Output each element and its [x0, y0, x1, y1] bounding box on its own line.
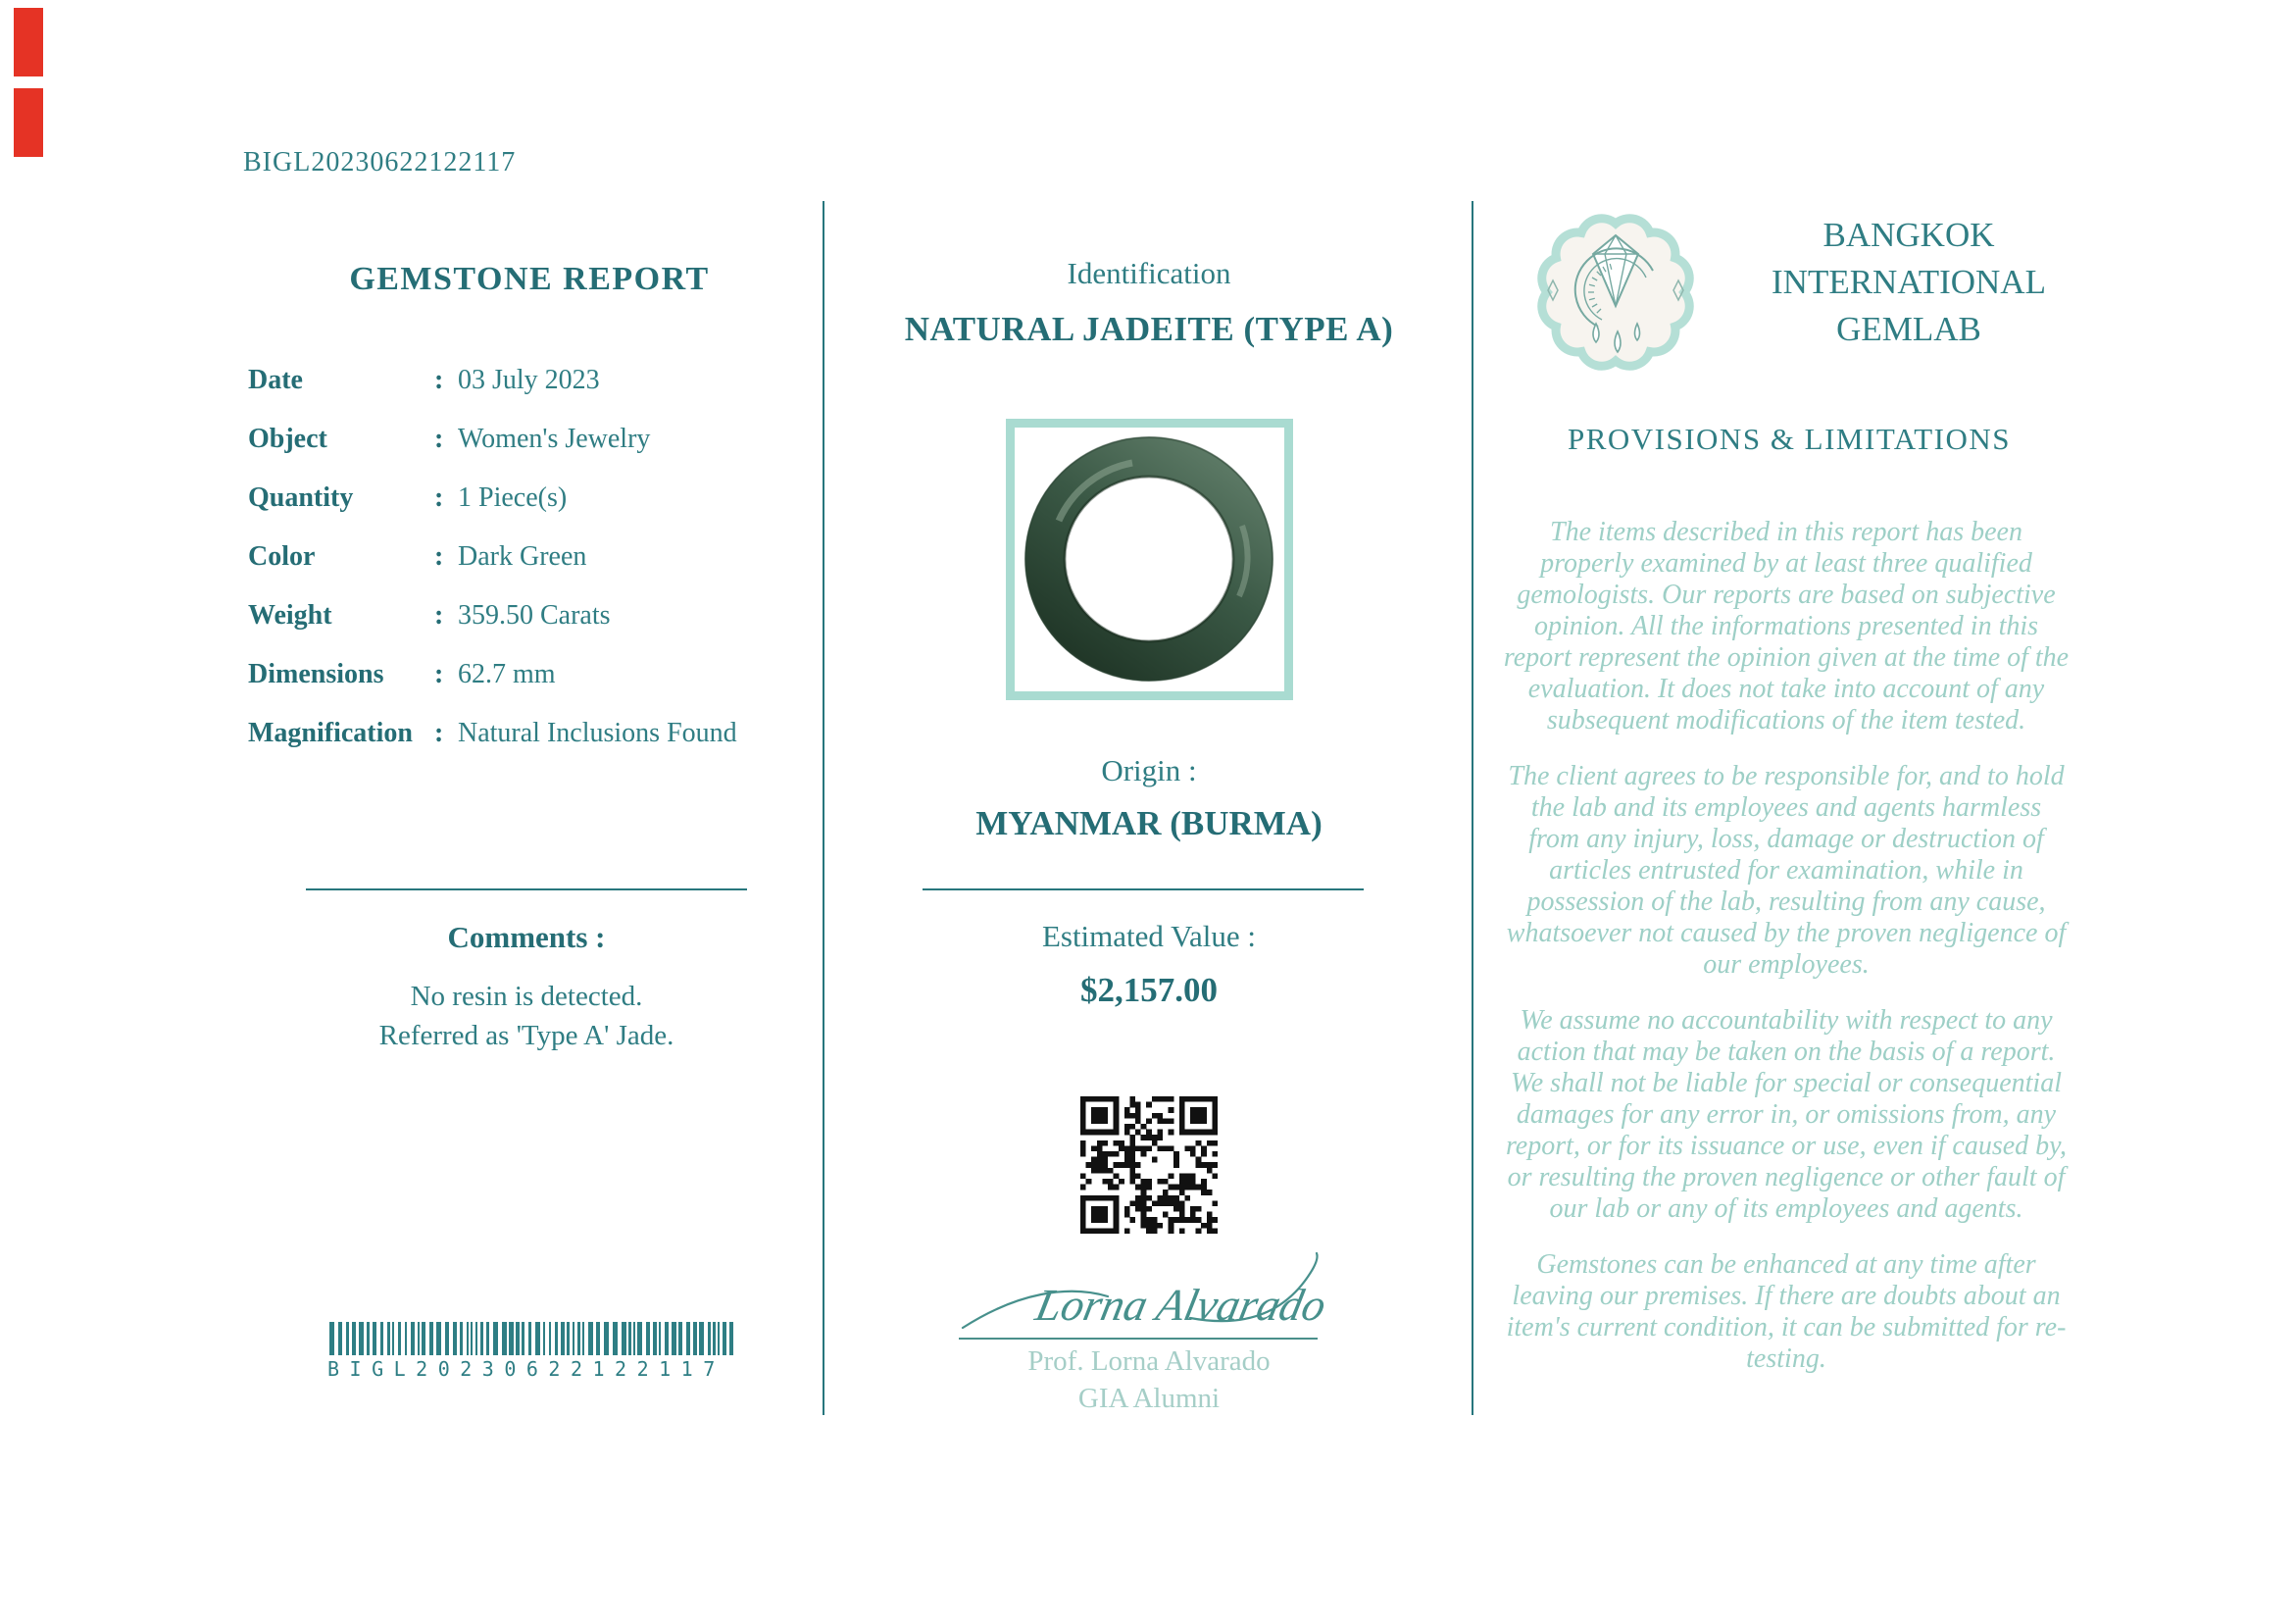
provision-paragraph: The client agrees to be responsible for, and to hold the lab and its employees and agents harmless from any injury, loss, damage or destruction of articles entrusted for examination, while in possession of the lab, resulting from any cause, whatsoever not caused by the proven negligence of our employees. [1506, 761, 2067, 980]
detail-colon: : [434, 365, 444, 395]
signer-name: Prof. Lorna Alvarado [1027, 1345, 1271, 1377]
value-divider [923, 888, 1364, 890]
detail-label: Weight [248, 600, 332, 631]
provision-paragraph: The items described in this report has been properly examined by at least three qualified gemologists. Our reports are based on subjective opinion. All the informations presented in this report represent the opinion given at the time of the evaluation. It does not take into account of any subsequent modifications of the item tested. [1503, 517, 2070, 735]
provision-paragraph: We assume no accountability with respect to any action that may be taken on the basis of a report. We shall not be liable for special or consequential damages for any error in, or omissions from, any report, or for its issuance or use, even if caused by, or resulting the proven negligence or other fault of our lab or any of its employees and agents. [1505, 1005, 2068, 1224]
detail-value: Natural Inclusions Found [458, 718, 737, 748]
estimated-value-label: Estimated Value : [1041, 919, 1257, 953]
origin-value: MYANMAR (BURMA) [975, 804, 1323, 842]
detail-colon: : [434, 718, 444, 748]
detail-row [248, 365, 768, 424]
barcode-bars [329, 1322, 733, 1355]
detail-value: 03 July 2023 [458, 365, 600, 395]
comments-text [257, 977, 796, 1055]
detail-value: Women's Jewelry [458, 424, 651, 454]
lab-name-line: GEMLAB [1836, 310, 1981, 348]
detail-label: Date [248, 365, 303, 395]
detail-colon: : [434, 424, 444, 454]
report-number: BIGL20230622122117 [243, 147, 517, 177]
signature-name: Lorna Alvarado [1030, 1281, 1330, 1331]
detail-value: Dark Green [458, 541, 587, 572]
detail-value: 359.50 Carats [458, 600, 611, 631]
provision-paragraph: Gemstones can be enhanced at any time after leaving our premises. If there are doubts about an item's current condition, it can be submitted for re-testing. [1506, 1249, 2067, 1374]
detail-row [248, 718, 768, 777]
details-table [248, 365, 768, 777]
signature [959, 1247, 1337, 1342]
detail-label: Color [248, 541, 316, 572]
detail-colon: : [434, 659, 444, 689]
detail-label: Object [248, 424, 327, 454]
comment-line: Referred as 'Type A' Jade. [378, 1020, 674, 1051]
identification-heading: Identification [1067, 256, 1231, 290]
detail-value: 1 Piece(s) [458, 482, 568, 513]
page-title: GEMSTONE REPORT [349, 261, 710, 297]
jade-bangle-photo [1015, 428, 1284, 691]
signer-credential: GIA Alumni [1077, 1383, 1221, 1414]
detail-row [248, 659, 768, 718]
detail-value: 62.7 mm [458, 659, 556, 689]
signature-line [959, 1338, 1318, 1340]
qr-code-icon [1080, 1096, 1218, 1234]
lab-seal-badge [1535, 206, 1696, 375]
signature-strokes [959, 1247, 1337, 1342]
provisions-title: PROVISIONS & LIMITATIONS [1567, 422, 2012, 456]
detail-colon: : [434, 482, 444, 513]
detail-colon: : [434, 541, 444, 572]
lab-name-line: BANGKOK [1822, 216, 1995, 254]
comments-divider [306, 888, 747, 890]
red-corner-mark [14, 88, 43, 157]
detail-label: Dimensions [248, 659, 384, 689]
provisions-paragraphs [1503, 517, 2070, 1399]
lab-seal-icon [1535, 206, 1696, 375]
detail-row [248, 424, 768, 482]
qr-code [1080, 1096, 1218, 1234]
detail-row [248, 600, 768, 659]
gem-photo-frame [1006, 419, 1293, 700]
detail-row [248, 541, 768, 600]
column-divider-left [823, 201, 824, 1415]
comments-title: Comments : [447, 920, 606, 954]
detail-label: Magnification [248, 718, 413, 748]
lab-name [1708, 212, 2110, 353]
column-divider-right [1472, 201, 1473, 1415]
identification-value: NATURAL JADEITE (TYPE A) [904, 310, 1394, 348]
detail-row [248, 482, 768, 541]
origin-label: Origin : [1101, 753, 1197, 787]
detail-colon: : [434, 600, 444, 631]
red-corner-mark [14, 8, 43, 76]
barcode-text: BIGL20230622122117 [327, 1357, 725, 1381]
barcode-icon [329, 1322, 733, 1355]
estimated-value-amount: $2,157.00 [1080, 971, 1218, 1009]
detail-label: Quantity [248, 482, 354, 513]
comment-line: No resin is detected. [410, 981, 643, 1012]
lab-name-line: INTERNATIONAL [1772, 263, 2046, 301]
